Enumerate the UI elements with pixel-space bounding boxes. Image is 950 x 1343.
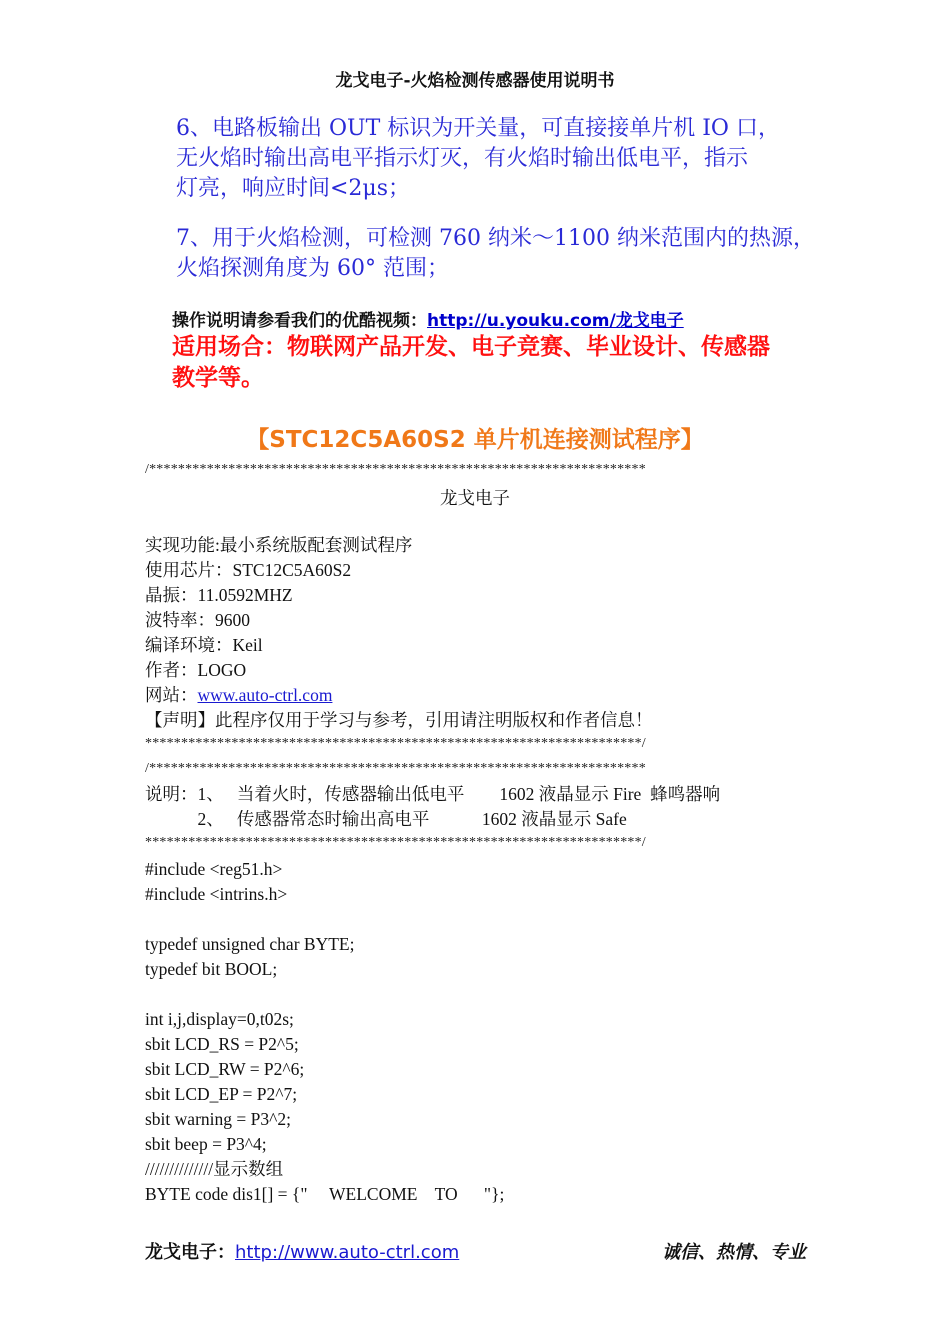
code-line: sbit warning = P3^2; bbox=[145, 1109, 291, 1129]
code-line: sbit beep = P3^4; bbox=[145, 1134, 267, 1154]
item-6-line-1: 6、电路板输出 OUT 标识为开关量，可直接接单片机 IO 口， bbox=[176, 116, 780, 141]
code-line: BYTE code dis1[] = {" WELCOME TO "}; bbox=[145, 1184, 505, 1204]
code-line: sbit LCD_RS = P2^5; bbox=[145, 1034, 299, 1054]
code-line: #include <intrins.h> bbox=[145, 884, 288, 904]
usage-line-2: 教学等。 bbox=[172, 365, 264, 391]
code-line: typedef unsigned char BYTE; bbox=[145, 934, 355, 954]
code-line: int i,j,display=0,t02s; bbox=[145, 1009, 294, 1029]
info-crystal: 晶振：11.0592MHZ bbox=[145, 585, 293, 605]
item-7-line-2: 火焰探测角度为 60° 范围； bbox=[176, 256, 449, 281]
code-line: sbit LCD_EP = P2^7; bbox=[145, 1084, 298, 1104]
youku-link[interactable]: http://u.youku.com/龙戈电子 bbox=[427, 311, 684, 331]
operation-label: 操作说明请参看我们的优酷视频： bbox=[172, 311, 427, 331]
website-label: 网站： bbox=[145, 685, 198, 705]
description-line-1: 说明：1、 当着火时，传感器输出低电平 1602 液晶显示 Fire 蜂鸣器响 bbox=[145, 784, 721, 804]
program-title: 【STC12C5A60S2 单片机连接测试程序】 bbox=[246, 427, 704, 453]
code-line: sbit LCD_RW = P2^6; bbox=[145, 1059, 305, 1079]
item-6-line-2: 无火焰时输出高电平指示灯灭，有火焰时输出低电平，指示 bbox=[176, 146, 749, 171]
comment-stars-open: /********************************************************************* bbox=[145, 462, 646, 477]
comment-stars-close-2: *********************************************************************/ bbox=[145, 835, 646, 850]
page-header-title: 龙戈电子-火焰检测传感器使用说明书 bbox=[335, 71, 615, 91]
item-6-line-3: 灯亮，响应时间<2μs； bbox=[176, 176, 411, 201]
info-baud: 波特率：9600 bbox=[145, 610, 250, 630]
code-line: //////////////显示数组 bbox=[145, 1159, 284, 1179]
statement: 【声明】此程序仅用于学习与参考，引用请注明版权和作者信息！ bbox=[145, 710, 653, 730]
info-website bbox=[145, 683, 332, 708]
footer-slogan: 诚信、热情、专业 bbox=[662, 1242, 806, 1263]
operation-note bbox=[172, 306, 684, 331]
item-7-line-1: 7、用于火焰检测，可检测 760 纳米～1100 纳米范围内的热源， bbox=[176, 226, 815, 251]
usage-line-1: 适用场合：物联网产品开发、电子竞赛、毕业设计、传感器 bbox=[172, 334, 770, 360]
info-compiler: 编译环境：Keil bbox=[145, 635, 263, 655]
info-chip: 使用芯片：STC12C5A60S2 bbox=[145, 560, 352, 580]
company-name: 龙戈电子 bbox=[440, 488, 510, 508]
description-line-2: 2、 传感器常态时输出高电平 1602 液晶显示 Safe bbox=[145, 809, 627, 829]
comment-stars-close: *********************************************************************/ bbox=[145, 736, 646, 751]
comment-stars-open-2: /********************************************************************* bbox=[145, 761, 646, 776]
footer-url-link[interactable]: http://www.auto-ctrl.com bbox=[235, 1242, 460, 1263]
code-line: #include <reg51.h> bbox=[145, 859, 283, 879]
info-function: 实现功能:最小系统版配套测试程序 bbox=[145, 535, 413, 555]
website-link[interactable]: www.auto-ctrl.com bbox=[197, 685, 333, 705]
footer-company-label: 龙戈电子： bbox=[145, 1242, 235, 1263]
info-author: 作者：LOGO bbox=[145, 660, 247, 680]
footer-company bbox=[145, 1238, 459, 1264]
code-line: typedef bit BOOL; bbox=[145, 959, 278, 979]
